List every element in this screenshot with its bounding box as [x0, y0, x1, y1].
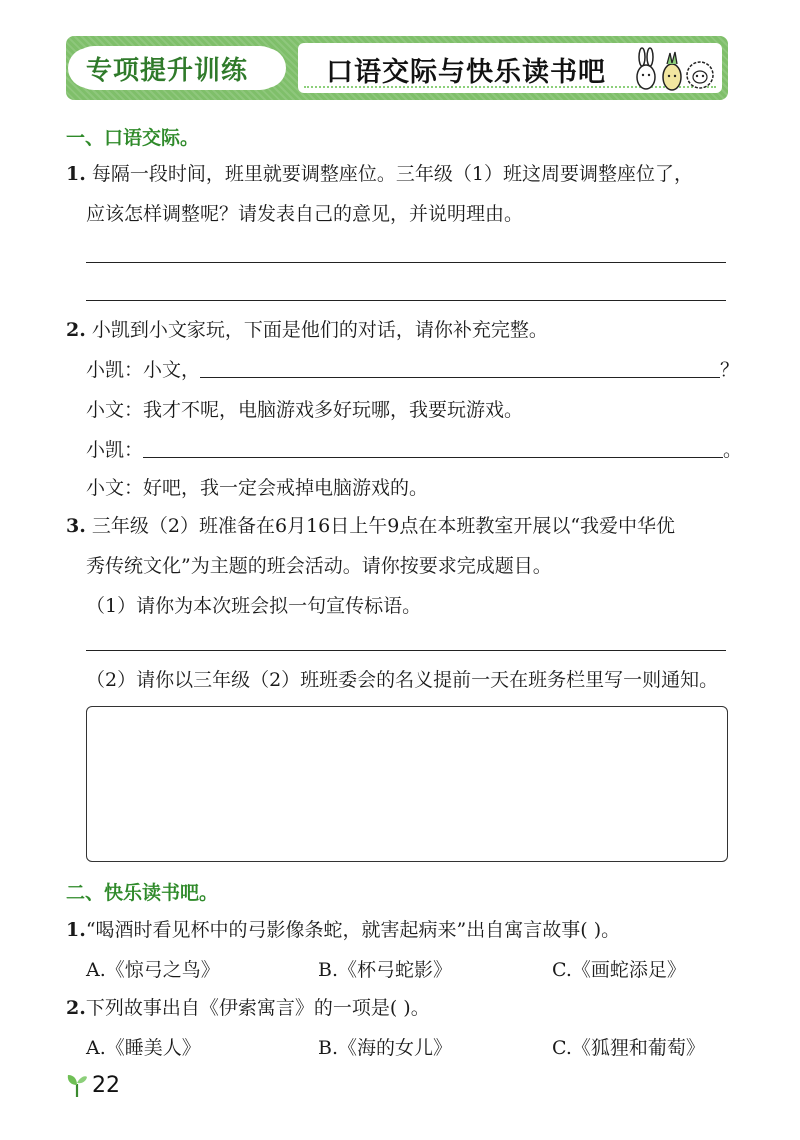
answer-blank[interactable] [143, 439, 723, 458]
question-number: 1. [66, 919, 86, 941]
section-title-reading: 二、快乐读书吧。 [66, 882, 219, 904]
rabbit-pineapple-sheep-mascots-icon [634, 47, 718, 91]
answer-line[interactable] [86, 300, 726, 301]
option-a[interactable]: A.《惊弓之鸟》 [86, 959, 220, 981]
title-box [298, 43, 722, 93]
question-2 [66, 318, 548, 342]
dialogue-suffix: 。 [723, 439, 743, 461]
question-1-line-2: 应该怎样调整呢？请发表自己的意见，并说明理由。 [86, 203, 524, 225]
question-text: 每隔一段时间，班里就要调整座位。三年级（1）班这周要调整座位了， [91, 163, 693, 185]
question-text: 下列故事出自《伊索寓言》的一项是( )。 [85, 997, 430, 1019]
question-3-line-1 [66, 514, 675, 538]
question-1-line-1 [66, 162, 693, 186]
option-b[interactable]: B.《海的女儿》 [318, 1037, 453, 1059]
question-3-sub-1: （1）请你为本次班会拟一句宣传标语。 [86, 595, 422, 617]
question-number: 2. [66, 997, 86, 1019]
page-number: 22 [92, 1072, 120, 1098]
dialogue-prefix: 小凯： [86, 439, 144, 461]
sprout-icon [66, 1072, 88, 1098]
header-banner [66, 36, 728, 100]
question-3-line-2: 秀传统文化”为主题的班会活动。请你按要求完成题目。 [86, 555, 552, 577]
banner-tag [72, 46, 248, 90]
notice-writing-box[interactable] [86, 706, 728, 862]
dialogue-prefix: 小凯：小文， [86, 359, 201, 381]
question-text: 小凯到小文家玩，下面是他们的对话，请你补充完整。 [91, 319, 548, 341]
option-b[interactable]: B.《杯弓蛇影》 [318, 959, 453, 981]
page-footer [66, 1072, 120, 1098]
reading-question-1 [66, 918, 620, 942]
reading-question-2 [66, 996, 430, 1020]
question-text: 三年级（2）班准备在6月16日上午9点在本班教室开展以“我爱中华优 [91, 515, 676, 537]
option-c[interactable]: C.《狐狸和葡萄》 [552, 1037, 705, 1059]
answer-line[interactable] [86, 650, 726, 651]
question-text: “喝酒时看见杯中的弓影像条蛇，就害起病来”出自寓言故事( )。 [85, 919, 621, 941]
dialogue-line-3 [86, 438, 742, 462]
banner-tag-label: 专项提升训练 [86, 55, 249, 86]
question-number: 3. [66, 515, 86, 537]
answer-line[interactable] [86, 262, 726, 263]
question-3-sub-2: （2）请你以三年级（2）班班委会的名义提前一天在班务栏里写一则通知。 [86, 669, 719, 691]
dialogue-suffix: ？ [720, 359, 740, 381]
dialogue-line-4: 小文：好吧，我一定会戒掉电脑游戏的。 [86, 477, 429, 499]
question-number: 2. [66, 319, 86, 341]
section-title-oral: 一、口语交际。 [66, 127, 200, 149]
dialogue-line-2: 小文：我才不呢，电脑游戏多好玩哪，我要玩游戏。 [86, 399, 524, 421]
option-a[interactable]: A.《睡美人》 [86, 1037, 201, 1059]
question-number: 1. [66, 163, 86, 185]
option-c[interactable]: C.《画蛇添足》 [552, 959, 686, 981]
page-title: 口语交际与快乐读书吧 [326, 57, 606, 88]
answer-blank[interactable] [200, 359, 720, 378]
dialogue-line-1 [86, 358, 739, 382]
